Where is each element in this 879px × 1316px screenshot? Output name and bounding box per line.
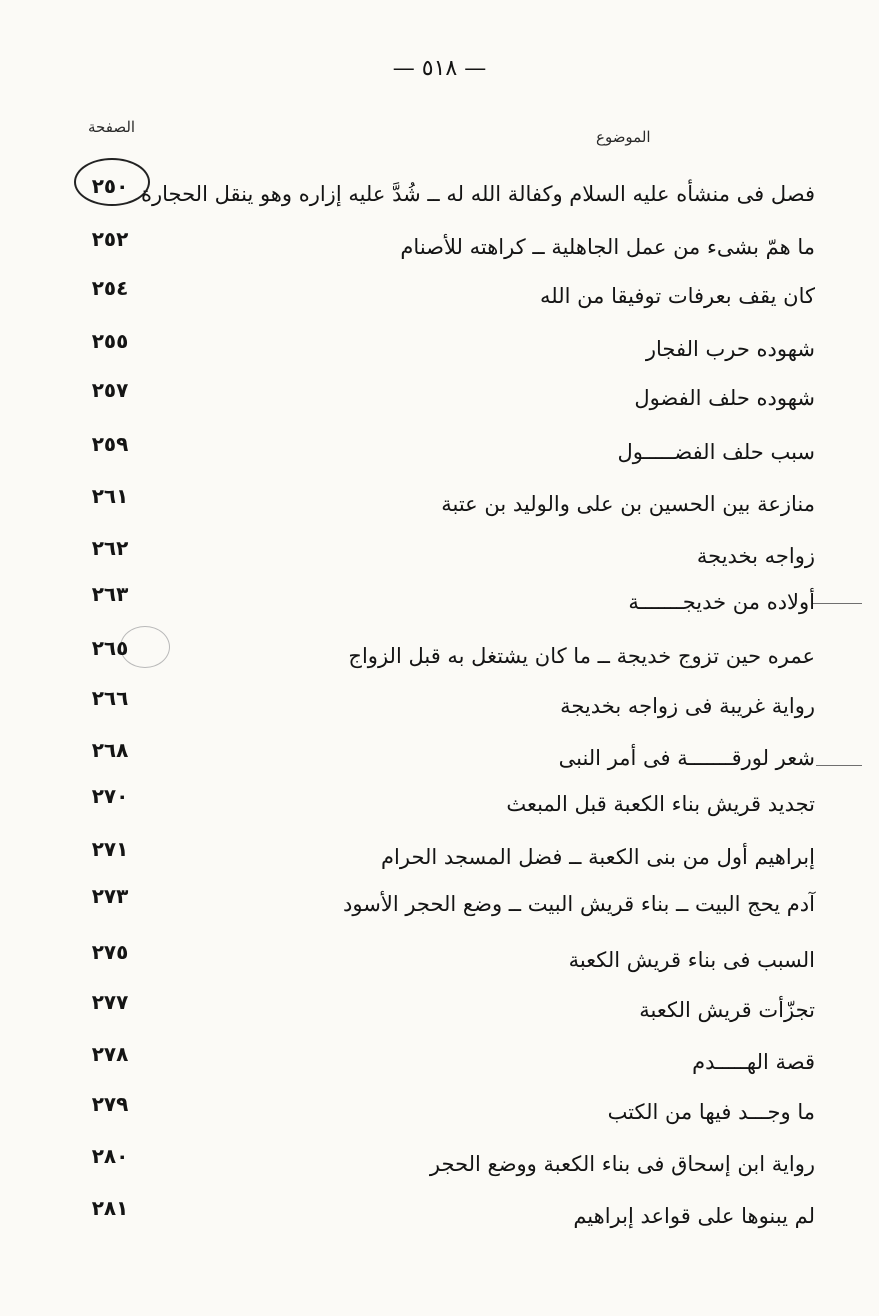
toc-row bbox=[70, 582, 815, 630]
toc-row bbox=[70, 174, 815, 222]
toc-title: شعر لورقـــــــة فى أمر النبى bbox=[558, 746, 815, 770]
toc-row bbox=[70, 837, 815, 885]
toc-title: شهوده حرب الفجار bbox=[645, 337, 815, 361]
toc-row bbox=[70, 884, 815, 932]
toc-title: تجزّأت قريش الكعبة bbox=[639, 998, 815, 1022]
toc-row bbox=[70, 636, 815, 684]
toc-page: ٢٥٧ bbox=[91, 378, 129, 402]
toc-title: تجديد قريش بناء الكعبة قبل المبعث bbox=[506, 792, 815, 816]
toc-page: ٢٥٩ bbox=[91, 432, 129, 456]
toc-row bbox=[70, 784, 815, 832]
toc-page: ٢٦٥ bbox=[91, 636, 129, 660]
toc-row bbox=[70, 1196, 815, 1244]
toc-page: ٢٨٠ bbox=[91, 1144, 129, 1168]
toc-title: آدم يحج البيت ــ بناء قريش البيت ــ وضع الحجر الأسود bbox=[343, 892, 815, 916]
toc-page: ٢٦١ bbox=[91, 484, 129, 508]
toc-title: رواية غريبة فى زواجه بخديجة bbox=[560, 694, 815, 718]
toc-row bbox=[70, 1042, 815, 1090]
pencil-tick-mark bbox=[816, 765, 862, 766]
toc-row bbox=[70, 686, 815, 734]
toc-row bbox=[70, 276, 815, 324]
page-number: — ٥١٨ — bbox=[392, 56, 487, 81]
toc-page: ٢٧٧ bbox=[91, 990, 129, 1014]
toc-page: ٢٦٢ bbox=[91, 536, 129, 560]
toc-row bbox=[70, 1092, 815, 1140]
toc-row bbox=[70, 484, 815, 532]
page-column-label: الصفحة bbox=[88, 118, 136, 136]
toc-page: ٢٧٣ bbox=[91, 884, 129, 908]
toc-page: ٢٧٠ bbox=[91, 784, 129, 808]
toc-page: ٢٦٨ bbox=[91, 738, 129, 762]
toc-page: ٢٦٦ bbox=[91, 686, 129, 710]
toc-row bbox=[70, 329, 815, 377]
toc-title: فصل فى منشأه عليه السلام وكفالة الله له ــ شُدَّ عليه إزاره وهو ينقل الحجارة bbox=[141, 182, 815, 206]
toc-page: ٢٧١ bbox=[91, 837, 129, 861]
toc-row bbox=[70, 378, 815, 426]
toc-row bbox=[70, 990, 815, 1038]
pencil-tick-mark bbox=[812, 603, 862, 604]
toc-title: عمره حين تزوج خديجة ــ ما كان يشتغل به قبل الزواج bbox=[348, 644, 815, 668]
toc-page: ٢٨١ bbox=[91, 1196, 129, 1220]
toc-page: ٢٥٥ bbox=[91, 329, 129, 353]
toc-row bbox=[70, 432, 815, 480]
toc-title: قصة الهـــــدم bbox=[692, 1050, 815, 1074]
toc-page: ٢٥٠ bbox=[91, 174, 129, 198]
toc-title: لم يبنوها على قواعد إبراهيم bbox=[573, 1204, 815, 1228]
toc-row bbox=[70, 940, 815, 988]
toc-row bbox=[70, 536, 815, 584]
toc-title: شهوده حلف الفضول bbox=[634, 386, 815, 410]
toc-title: ما همّ بشىء من عمل الجاهلية ــ كراهته للأصنام bbox=[400, 235, 815, 259]
topic-column-label: الموضوع bbox=[596, 128, 651, 146]
toc-page: ٢٧٩ bbox=[91, 1092, 129, 1116]
toc-title: ما وجـــد فيها من الكتب bbox=[607, 1100, 815, 1124]
toc-title: سبب حلف الفضـــــول bbox=[617, 440, 815, 464]
toc-row bbox=[70, 738, 815, 786]
toc-title: أولاده من خديجـــــــة bbox=[628, 590, 815, 614]
toc-title: زواجه بخديجة bbox=[696, 544, 815, 568]
toc-row bbox=[70, 1144, 815, 1192]
toc-page: ٢٥٢ bbox=[91, 227, 129, 251]
toc-title: إبراهيم أول من بنى الكعبة ــ فضل المسجد الحرام bbox=[381, 845, 815, 869]
toc-page: ٢٧٥ bbox=[91, 940, 129, 964]
toc-page: ٢٦٣ bbox=[91, 582, 129, 606]
toc-row bbox=[70, 227, 815, 275]
toc-title: السبب فى بناء قريش الكعبة bbox=[568, 948, 815, 972]
toc-title: منازعة بين الحسين بن على والوليد بن عتبة bbox=[441, 492, 815, 516]
toc-page: ٢٥٤ bbox=[91, 276, 129, 300]
toc-title: كان يقف بعرفات توفيقا من الله bbox=[540, 284, 815, 308]
toc-title: رواية ابن إسحاق فى بناء الكعبة ووضع الحجر bbox=[429, 1152, 815, 1176]
toc-page: ٢٧٨ bbox=[91, 1042, 129, 1066]
